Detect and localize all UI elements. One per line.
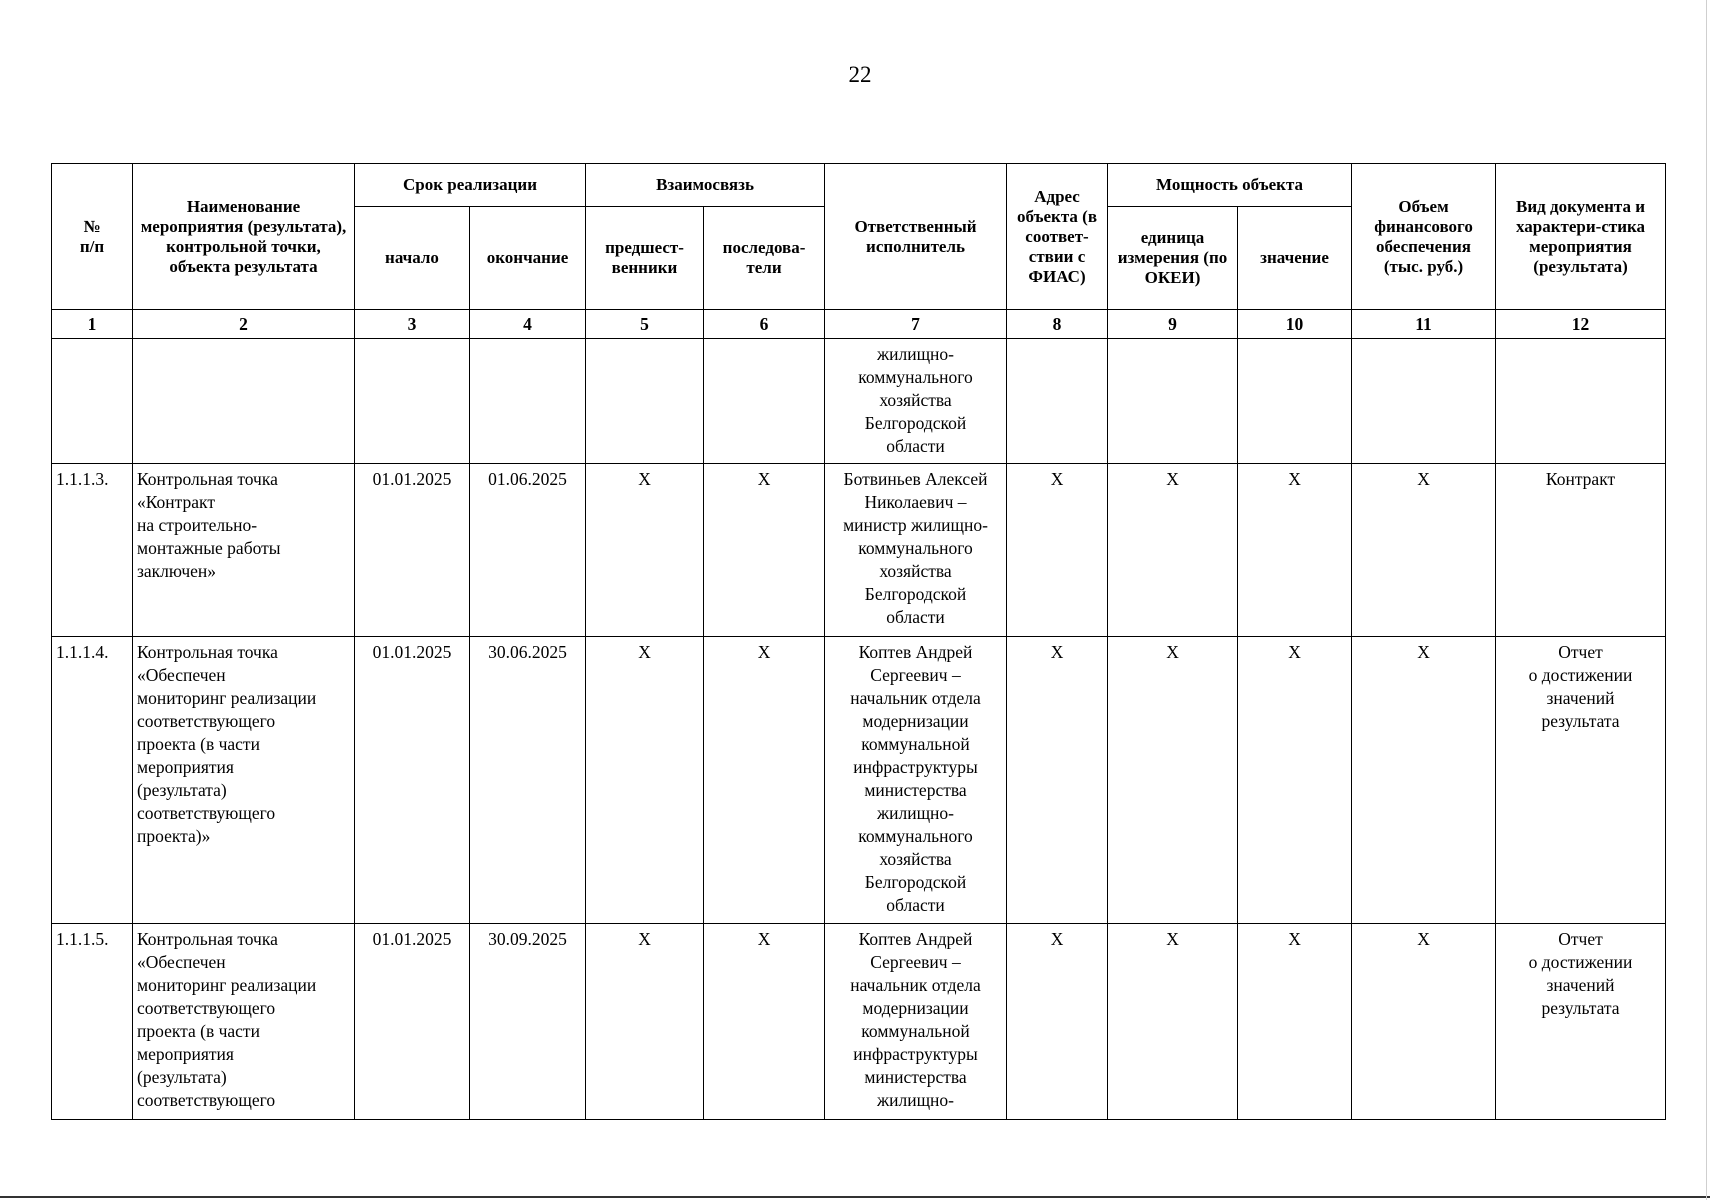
- column-number: 5: [586, 310, 704, 339]
- column-number: 8: [1007, 310, 1108, 339]
- table-row: [52, 464, 1666, 637]
- row-name: [133, 339, 355, 464]
- column-number: 4: [470, 310, 586, 339]
- row-unit: Х: [1108, 924, 1238, 1120]
- row-address: Х: [1007, 924, 1108, 1120]
- row-successors: Х: [704, 924, 825, 1120]
- header-successors: последова- тели: [704, 207, 825, 310]
- header-link: Взаимосвязь: [586, 164, 825, 207]
- row-unit: Х: [1108, 637, 1238, 924]
- column-number: 11: [1352, 310, 1496, 339]
- row-name: Контрольная точка «Контракт на строительно- монтажные работы заключен»: [133, 464, 355, 637]
- column-number: 12: [1496, 310, 1666, 339]
- row-responsible: Коптев Андрей Сергеевич – начальник отдела модернизации коммунальной инфраструктуры министерства жилищно- коммунального хозяйства Белгородской области: [825, 637, 1007, 924]
- row-predecessors: Х: [586, 464, 704, 637]
- column-number: 1: [52, 310, 133, 339]
- row-successors: [704, 339, 825, 464]
- row-unit: [1108, 339, 1238, 464]
- column-number-row: [52, 310, 1666, 339]
- row-number: 1.1.1.5.: [52, 924, 133, 1120]
- row-address: Х: [1007, 637, 1108, 924]
- row-predecessors: [586, 339, 704, 464]
- row-start-date: 01.01.2025: [355, 637, 470, 924]
- page-bottom-edge: [0, 1196, 1710, 1198]
- row-end-date: 01.06.2025: [470, 464, 586, 637]
- row-start-date: [355, 339, 470, 464]
- row-number: [52, 339, 133, 464]
- row-start-date: 01.01.2025: [355, 464, 470, 637]
- row-finance: Х: [1352, 464, 1496, 637]
- header-document: Вид документа и характери-стика мероприятия (результата): [1496, 164, 1666, 310]
- row-number: 1.1.1.4.: [52, 637, 133, 924]
- row-document: Отчет о достижении значений результата: [1496, 924, 1666, 1120]
- header-capacity: Мощность объекта: [1108, 164, 1352, 207]
- table-row: [52, 637, 1666, 924]
- header-responsible: Ответственный исполнитель: [825, 164, 1007, 310]
- header-name: Наименование мероприятия (результата), контрольной точки, объекта результата: [133, 164, 355, 310]
- header-address: Адрес объекта (в соответ-ствии с ФИАС): [1007, 164, 1108, 310]
- row-unit: Х: [1108, 464, 1238, 637]
- row-number: 1.1.1.3.: [52, 464, 133, 637]
- row-responsible: жилищно- коммунального хозяйства Белгородской области: [825, 339, 1007, 464]
- header-value: значение: [1238, 207, 1352, 310]
- row-end-date: 30.06.2025: [470, 637, 586, 924]
- row-finance: Х: [1352, 924, 1496, 1120]
- row-document: [1496, 339, 1666, 464]
- row-value: Х: [1238, 464, 1352, 637]
- row-document: Отчет о достижении значений результата: [1496, 637, 1666, 924]
- header-term: Срок реализации: [355, 164, 586, 207]
- row-value: Х: [1238, 637, 1352, 924]
- row-value: [1238, 339, 1352, 464]
- header-start: начало: [355, 207, 470, 310]
- row-end-date: 30.09.2025: [470, 924, 586, 1120]
- table-row: [52, 339, 1666, 464]
- row-address: Х: [1007, 464, 1108, 637]
- column-number: 9: [1108, 310, 1238, 339]
- row-start-date: 01.01.2025: [355, 924, 470, 1120]
- column-number: 10: [1238, 310, 1352, 339]
- row-finance: [1352, 339, 1496, 464]
- header-unit: единица измерения (по ОКЕИ): [1108, 207, 1238, 310]
- page-right-edge: [1706, 0, 1707, 1200]
- column-number: 6: [704, 310, 825, 339]
- header-num: № п/п: [52, 164, 133, 310]
- row-successors: Х: [704, 637, 825, 924]
- row-name: Контрольная точка «Обеспечен мониторинг реализации соответствующего проекта (в части мероприятия (результата) соответствующего: [133, 924, 355, 1120]
- column-number: 7: [825, 310, 1007, 339]
- header-predecessors: предшест- венники: [586, 207, 704, 310]
- row-end-date: [470, 339, 586, 464]
- row-value: Х: [1238, 924, 1352, 1120]
- table-row: [52, 924, 1666, 1120]
- header-end: окончание: [470, 207, 586, 310]
- row-document: Контракт: [1496, 464, 1666, 637]
- column-number: 3: [355, 310, 470, 339]
- row-predecessors: Х: [586, 924, 704, 1120]
- page-number: 22: [848, 62, 872, 87]
- row-successors: Х: [704, 464, 825, 637]
- row-finance: Х: [1352, 637, 1496, 924]
- column-number: 2: [133, 310, 355, 339]
- row-responsible: Ботвиньев Алексей Николаевич – министр жилищно- коммунального хозяйства Белгородской области: [825, 464, 1007, 637]
- header-finance: Объем финансового обеспечения (тыс. руб.): [1352, 164, 1496, 310]
- row-name: Контрольная точка «Обеспечен мониторинг реализации соответствующего проекта (в части мероприятия (результата) соответствующего проекта)»: [133, 637, 355, 924]
- row-address: [1007, 339, 1108, 464]
- row-predecessors: Х: [586, 637, 704, 924]
- row-responsible: Коптев Андрей Сергеевич – начальник отдела модернизации коммунальной инфраструктуры министерства жилищно-: [825, 924, 1007, 1120]
- plan-table: [51, 163, 1666, 1120]
